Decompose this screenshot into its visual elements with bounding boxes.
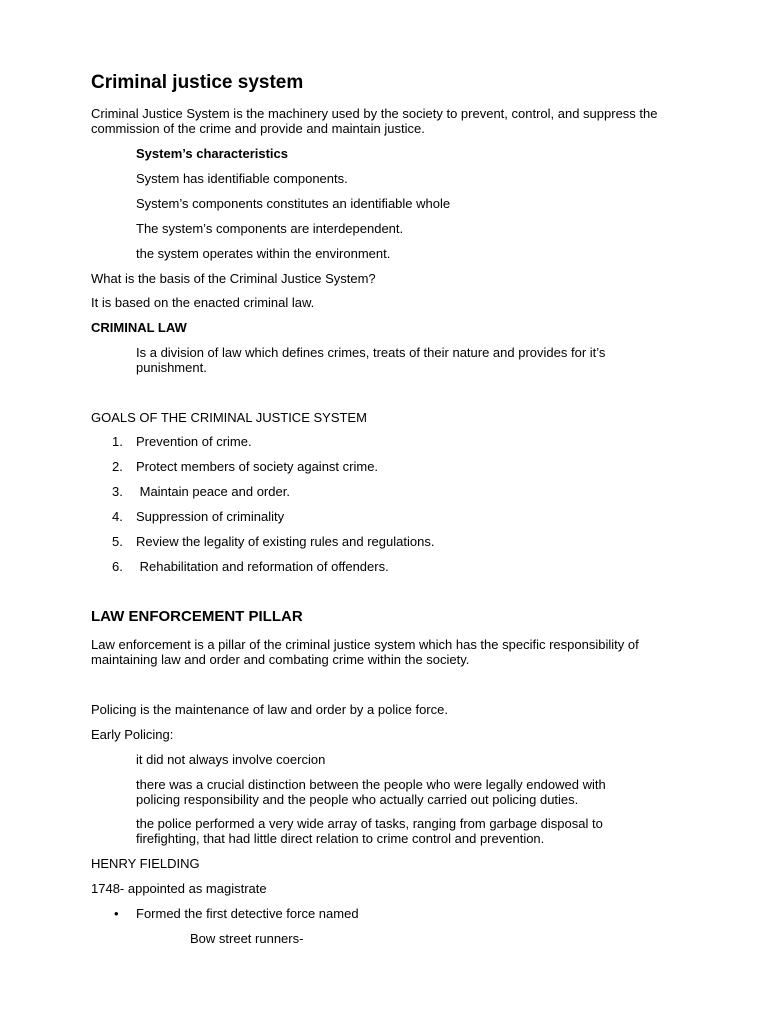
characteristic-item: The system’s components are interdependent.	[136, 221, 404, 236]
list-number: 2.	[112, 459, 123, 474]
bow-street-runners: Bow street runners-	[190, 931, 304, 946]
early-policing-item: there was a crucial distinction between the people who were legally endowed with policing responsibility and the people who actually carried out policing duties.	[136, 777, 606, 807]
fielding-formed: Formed the first detective force named	[136, 906, 359, 921]
goal-item: Protect members of society against crime.	[136, 459, 379, 474]
characteristic-item: System has identifiable components.	[136, 171, 348, 186]
intro-paragraph: Criminal Justice System is the machinery used by the society to prevent, control, and suppress the commission of the crime and provide and maintain justice.	[91, 106, 658, 136]
basis-answer: It is based on the enacted criminal law.	[91, 295, 315, 310]
early-policing-label: Early Policing:	[91, 727, 174, 742]
basis-question: What is the basis of the Criminal Justice System?	[91, 271, 376, 286]
list-number: 5.	[112, 534, 123, 549]
characteristics-heading: System’s characteristics	[136, 146, 289, 161]
law-enforcement-heading: LAW ENFORCEMENT PILLAR	[91, 608, 303, 625]
law-enforcement-definition: Law enforcement is a pillar of the criminal justice system which has the specific responsibility of maintaining law and order and combating crime within the society.	[91, 637, 639, 667]
goals-heading: GOALS OF THE CRIMINAL JUSTICE SYSTEM	[91, 410, 367, 425]
bullet-icon: •	[114, 906, 119, 921]
characteristic-item: System’s components constitutes an identifiable whole	[136, 196, 451, 211]
goal-item: Review the legality of existing rules and regulations.	[136, 534, 435, 549]
list-number: 6.	[112, 559, 123, 574]
criminal-law-heading: CRIMINAL LAW	[91, 320, 187, 335]
criminal-law-definition: Is a division of law which defines crimes, treats of their nature and provides for it’s punishment.	[136, 345, 606, 375]
henry-fielding-heading: HENRY FIELDING	[91, 856, 200, 871]
goal-item: Maintain peace and order.	[136, 484, 290, 499]
early-policing-item: it did not always involve coercion	[136, 752, 326, 767]
list-number: 1.	[112, 434, 123, 449]
page-title: Criminal justice system	[91, 72, 304, 93]
list-number: 3.	[112, 484, 123, 499]
goal-item: Suppression of criminality	[136, 509, 285, 524]
goal-item: Prevention of crime.	[136, 434, 252, 449]
policing-definition: Policing is the maintenance of law and order by a police force.	[91, 702, 448, 717]
goal-item: Rehabilitation and reformation of offenders.	[136, 559, 389, 574]
early-policing-item: the police performed a very wide array of tasks, ranging from garbage disposal to firefighting, that had little direct relation to crime control and prevention.	[136, 816, 603, 846]
fielding-appointed: 1748- appointed as magistrate	[91, 881, 267, 896]
characteristic-item: the system operates within the environment.	[136, 246, 391, 261]
list-number: 4.	[112, 509, 123, 524]
